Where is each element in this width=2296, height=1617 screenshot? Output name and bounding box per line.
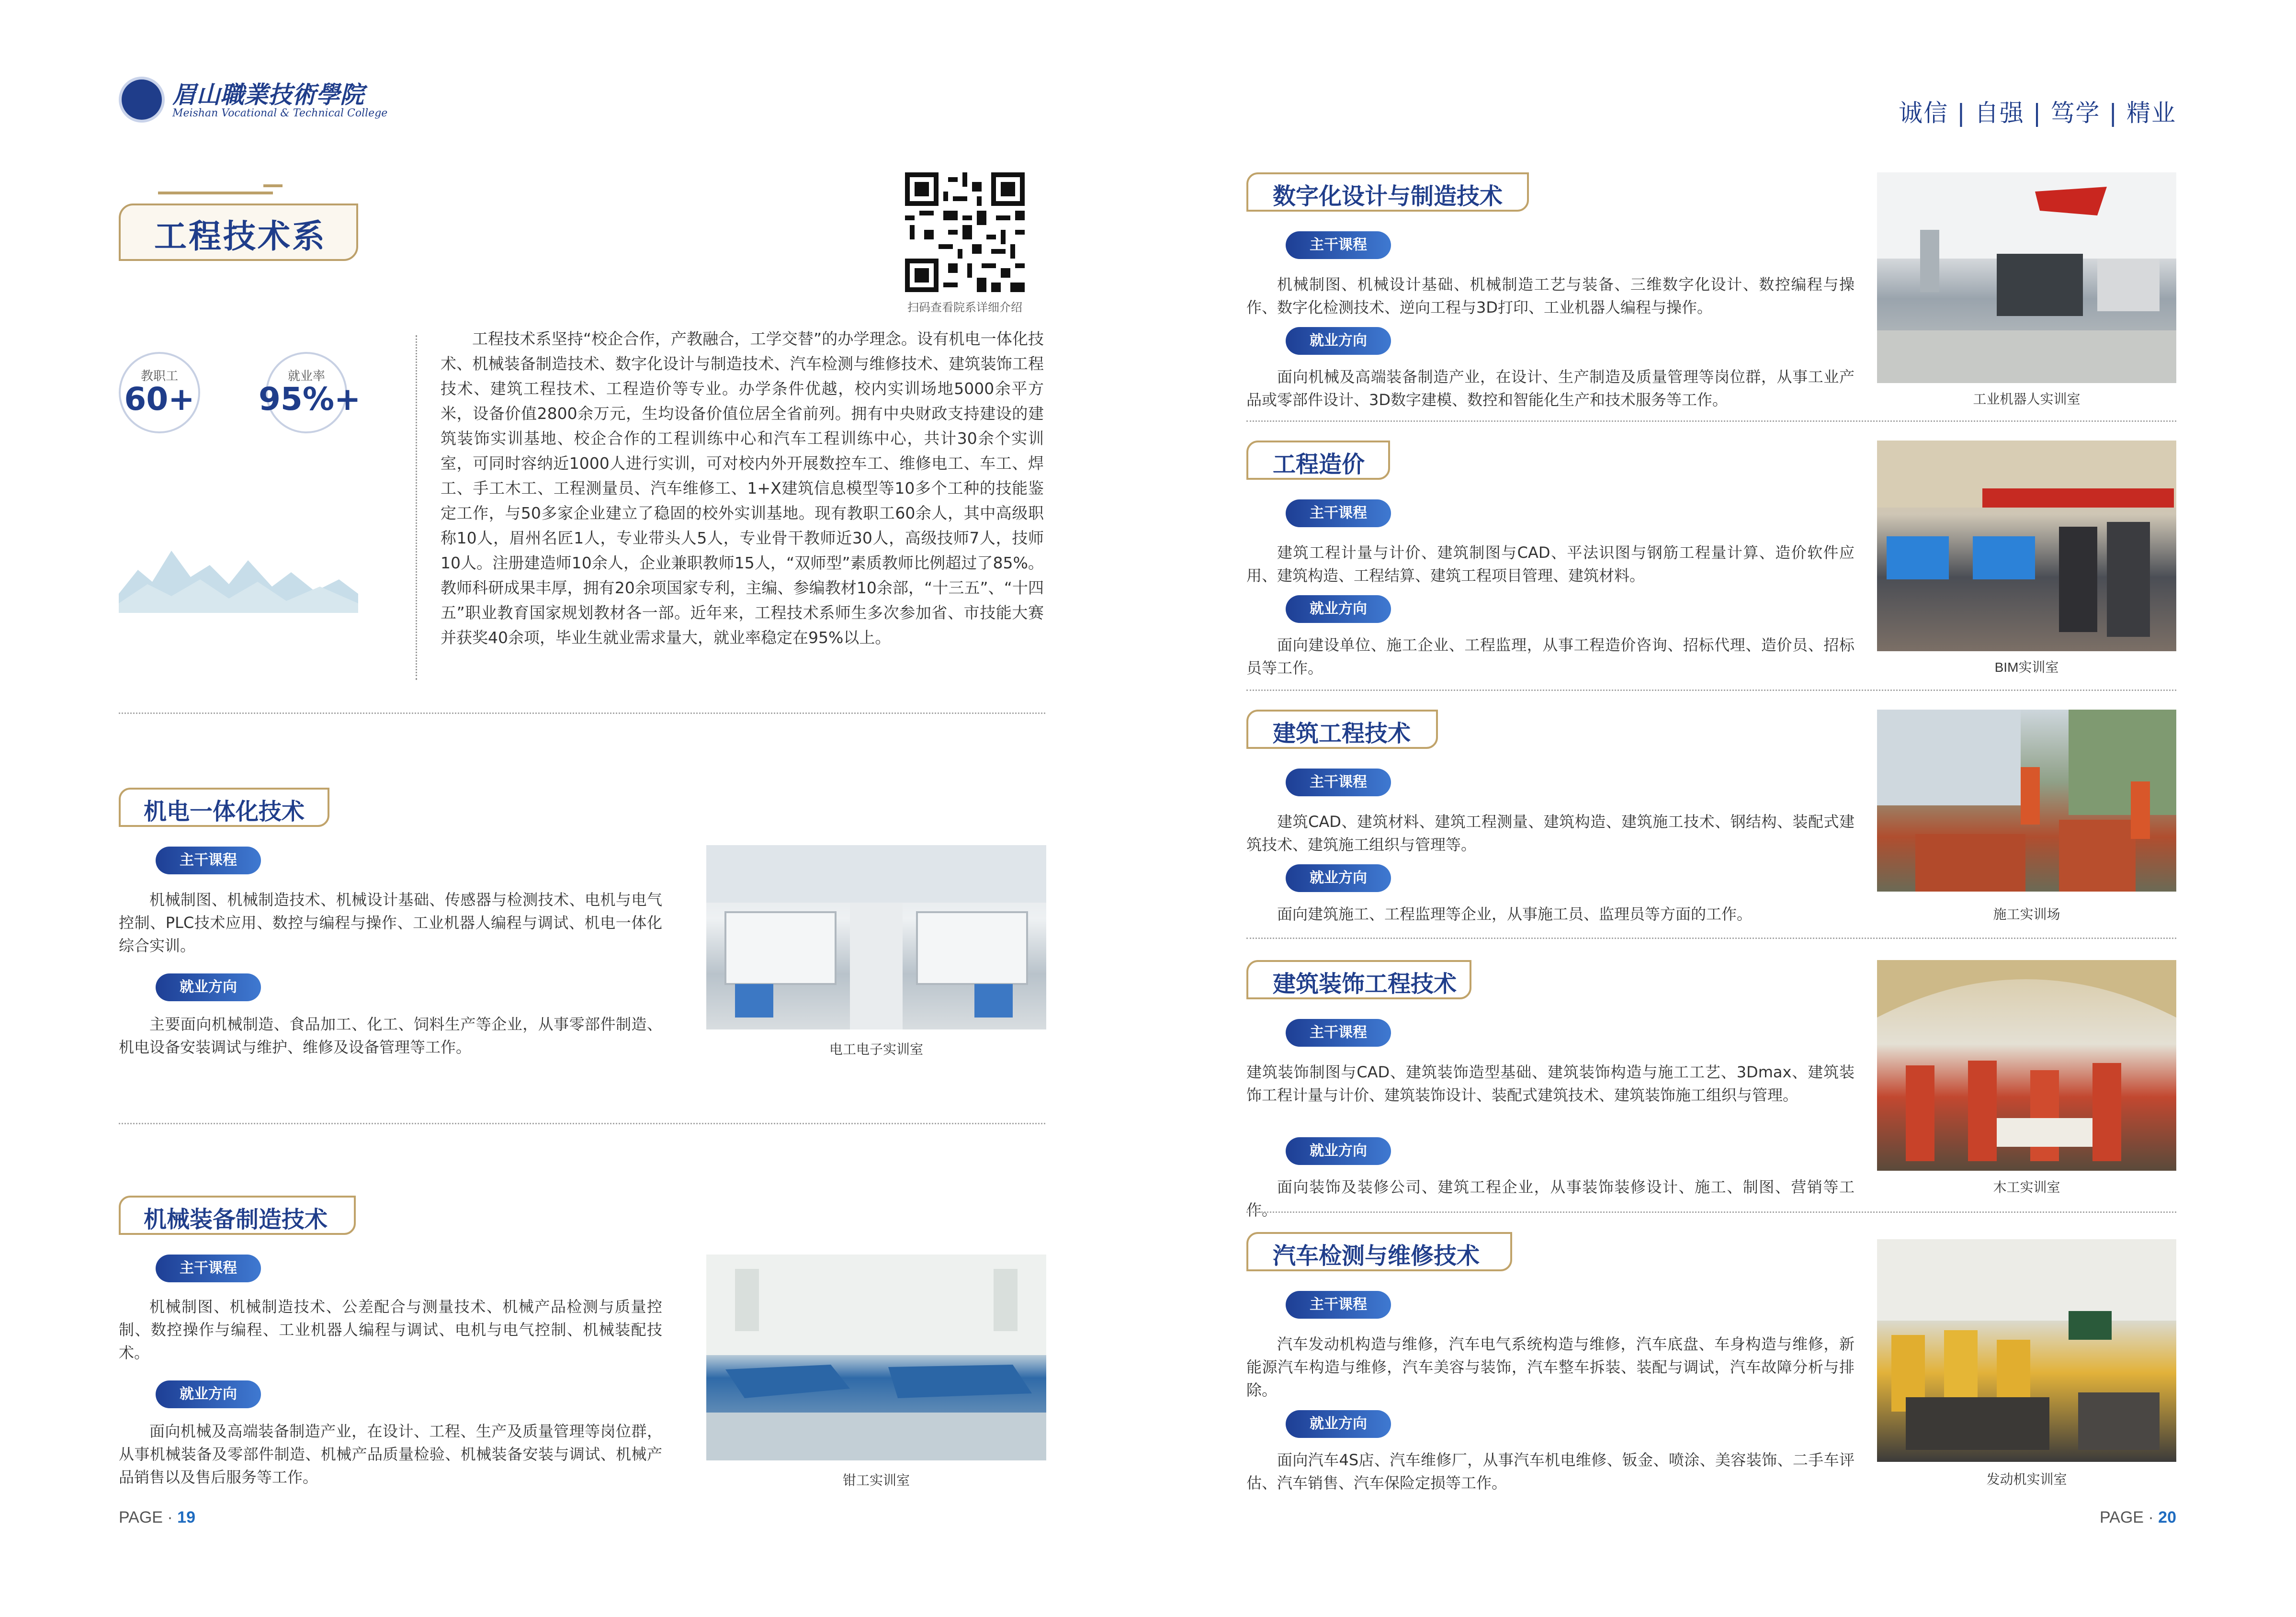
title-decoration <box>263 184 283 187</box>
photo-caption: 木工实训室 <box>1993 1180 2060 1195</box>
major-courses: 机械制图、机械制造技术、公差配合与测量技术、机械产品检测与质量控制、数控操作与编程、工业机器人编程与调试、电机与电气控制、机械装配技术。 <box>119 1298 662 1362</box>
core-courses-label: 主干课程 <box>1286 1019 1391 1047</box>
photo-caption: BIM实训室 <box>1994 660 2059 675</box>
photo-caption: 电工电子实训室 <box>829 1042 923 1057</box>
career-label: 就业方向 <box>156 1380 261 1408</box>
major-career: 面向建筑施工、工程监理等企业，从事施工员、监理员等方面的工作。 <box>1277 905 1753 923</box>
major-heading: 机械装备制造技术 <box>144 1206 328 1233</box>
major-courses: 建筑CAD、建筑材料、建筑工程测量、建筑构造、建筑施工技术、钢结构、装配式建筑技术、建筑施工组织与管理等。 <box>1246 813 1855 854</box>
major-career: 面向建设单位、施工企业、工程监理，从事工程造价咨询、招标代理、造价员、招标员等工作。 <box>1246 636 1855 677</box>
training-room-photo <box>706 845 1046 1029</box>
page-number: 19 <box>177 1508 195 1527</box>
section-divider <box>119 1123 1045 1124</box>
major-courses: 汽车发动机构造与维修，汽车电气系统构造与维修，汽车底盘、车身构造与维修，新能源汽车构造与维修，汽车美容与装饰，汽车整车拆装、装配与调试，汽车故障分析与排除。 <box>1246 1335 1855 1399</box>
stat-employment-value: 95%+ <box>259 381 361 418</box>
major-courses: 建筑装饰制图与CAD、建筑装饰造型基础、建筑装饰构造与施工工艺、3Dmax、建筑装饰工程计量与计价、建筑装饰设计、装配式建筑技术、建筑装饰施工组织与管理。 <box>1246 1063 1855 1104</box>
core-courses-label: 主干课程 <box>156 847 261 874</box>
career-label: 就业方向 <box>1286 595 1391 623</box>
training-room-photo <box>1877 441 2176 651</box>
college-logo <box>119 77 165 123</box>
major-heading: 数字化设计与制造技术 <box>1273 183 1503 210</box>
section-divider <box>1246 420 2176 422</box>
page-number: 20 <box>2158 1508 2176 1527</box>
major-heading: 建筑装饰工程技术 <box>1273 971 1457 997</box>
section-divider <box>119 712 1045 714</box>
stat-staff-value: 60+ <box>124 381 195 418</box>
core-courses-label: 主干课程 <box>1286 499 1391 527</box>
photo-caption: 发动机实训室 <box>1986 1472 2067 1487</box>
training-room-photo <box>1877 172 2176 383</box>
major-courses: 建筑工程计量与计价、建筑制图与CAD、平法识图与钢筋工程量计算、造价软件应用、建筑构造、工程结算、建筑工程项目管理、建筑材料。 <box>1246 543 1855 585</box>
college-motto: 诚信 | 自强 | 笃学 | 精业 <box>1899 99 2176 127</box>
page-prefix: PAGE · <box>119 1508 178 1527</box>
major-career: 面向汽车4S店、汽车维修厂，从事汽车机电维修、钣金、喷涂、美容装饰、二手车评估、汽车销售、汽车保险定损等工作。 <box>1246 1451 1855 1492</box>
department-intro: 工程技术系坚持“校企合作，产教融合，工学交替”的办学理念。设有机电一体化技术、机械装备制造技术、数字化设计与制造技术、汽车检测与维修技术、建筑装饰工程技术、建筑工程技术、工程造价等专业。办学条件优越，校内实训场地5000余平方米，设备价值2800余万元，生均设备价值位居全省前列。拥有中央财政支持建设的建筑装饰实训基地、校企合作的工程训练中心和汽车工程训练中心，共计30余个实训室，可同时容纳近1000人进行实训，可对校内外开展数控车工、维修电工、车工、焊工、手工木工、工程测量员、汽车维修工、1+X建筑信息模型等10多个工种的技能鉴定工作，与50多家企业建立了稳固的校外实训基地。现有教职工60余人，其中高级职称10人，眉州名匠1人，专业带头人5人，专业骨干教师近30人，高级技师7人，技师10人。注册建造师10余人，企业兼职教师15人，“双师型”素质教师比例超过了85%。教师科研成果丰厚，拥有20余项国家专利，主编、参编教材10余部，“十三五”、“十四五”职业教育国家规划教材各一部。近年来，工程技术系师生多次参加省、市技能大赛并获奖40余项，毕业生就业需求量大，就业率稳定在95%以上。 <box>441 329 1044 647</box>
photo-caption: 工业机器人实训室 <box>1973 392 2081 407</box>
career-label: 就业方向 <box>156 973 261 1001</box>
training-room-photo <box>1877 710 2176 892</box>
major-heading: 机电一体化技术 <box>144 798 305 825</box>
core-courses-label: 主干课程 <box>1286 231 1391 259</box>
training-room-photo <box>706 1255 1046 1460</box>
major-career: 主要面向机械制造、食品加工、化工、饲料生产等企业，从事零部件制造、机电设备安装调试与维护、维修及设备管理等工作。 <box>119 1015 662 1056</box>
major-courses: 机械制图、机械设计基础、机械制造工艺与装备、三维数字化设计、数控编程与操作、数字化检测技术、逆向工程与3D打印、工业机器人编程与操作。 <box>1246 275 1855 317</box>
college-name-en: Meishan Vocational & Technical College <box>172 107 388 119</box>
photo-caption: 施工实训场 <box>1993 907 2060 922</box>
mountain-decoration <box>119 531 358 613</box>
qr-code-icon <box>905 172 1025 292</box>
section-divider <box>1246 690 2176 691</box>
major-heading: 工程造价 <box>1273 451 1365 478</box>
section-divider <box>1246 1211 2176 1213</box>
career-label: 就业方向 <box>1286 1410 1391 1438</box>
career-label: 就业方向 <box>1286 1137 1391 1165</box>
page-number-right <box>2100 1508 2176 1527</box>
section-divider <box>1246 938 2176 939</box>
core-courses-label: 主干课程 <box>156 1255 261 1282</box>
major-career: 面向机械及高端装备制造产业，在设计、工程、生产及质量管理等岗位群，从事机械装备及零部件制造、机械产品质量检验、机械装备安装与调试、机械产品销售以及售后服务等工作。 <box>119 1422 662 1486</box>
title-decoration <box>158 192 273 194</box>
major-career: 面向机械及高端装备制造产业，在设计、生产制造及质量管理等岗位群，从事工业产品或零部件设计、3D数字建模、数控和智能化生产和技术服务等工作。 <box>1246 368 1855 409</box>
college-name-cn: 眉山職業技術學院 <box>172 80 364 109</box>
intro-divider <box>416 335 417 680</box>
training-room-photo <box>1877 960 2176 1171</box>
photo-caption: 钳工实训室 <box>842 1473 910 1488</box>
career-label: 就业方向 <box>1286 864 1391 892</box>
page-prefix: PAGE · <box>2100 1508 2159 1527</box>
major-heading: 汽车检测与维修技术 <box>1273 1243 1480 1269</box>
core-courses-label: 主干课程 <box>1286 769 1391 796</box>
major-career: 面向装饰及装修公司、建筑工程企业，从事装饰装修设计、施工、制图、营销等工作。 <box>1246 1178 1855 1219</box>
stat-employment-label: 就业率 <box>287 369 325 383</box>
major-courses: 机械制图、机械制造技术、机械设计基础、传感器与检测技术、电机与电气控制、PLC技术应用、数控与编程与操作、工业机器人编程与调试、机电一体化综合实训。 <box>119 891 662 955</box>
core-courses-label: 主干课程 <box>1286 1291 1391 1319</box>
qr-caption: 扫码查看院系详细介绍 <box>907 301 1022 314</box>
department-title: 工程技术系 <box>154 218 327 256</box>
stat-staff-label: 教职工 <box>140 369 178 383</box>
major-heading: 建筑工程技术 <box>1273 720 1411 747</box>
training-room-photo <box>1877 1239 2176 1462</box>
page-number-left <box>119 1508 195 1527</box>
career-label: 就业方向 <box>1286 327 1391 355</box>
